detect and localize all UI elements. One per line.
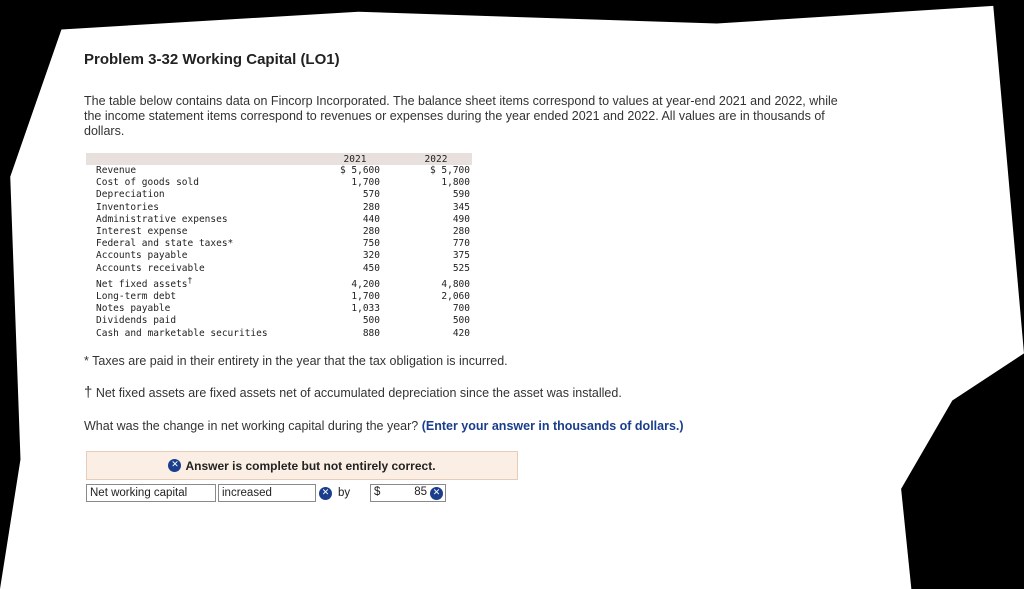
row-label — [86, 275, 324, 291]
row-label-text: Revenue — [96, 165, 137, 177]
value-2021: 450 — [362, 262, 380, 274]
amount-input[interactable] — [370, 484, 446, 502]
table-row — [86, 238, 472, 250]
header-label — [86, 153, 324, 165]
table-row — [86, 214, 472, 226]
amount-value: 85 — [414, 486, 427, 498]
value-2021: 1,033 — [351, 303, 380, 315]
value-2021: 750 — [362, 238, 380, 250]
table-row — [86, 291, 472, 303]
value-2021: 880 — [362, 327, 380, 339]
row-label-text: Notes payable — [96, 303, 171, 315]
value-2021: 500 — [362, 315, 380, 327]
row-label — [86, 189, 324, 201]
by-label: by — [338, 487, 351, 499]
row-label-text: Accounts payable — [96, 250, 188, 262]
question — [84, 419, 684, 433]
value-2021: 1,700 — [351, 177, 380, 189]
row-label-text: Federal and state taxes* — [96, 238, 234, 250]
value-2021: 440 — [362, 213, 380, 225]
table-row — [86, 303, 472, 315]
row-label-text: Inventories — [96, 201, 159, 213]
table-row — [86, 250, 472, 262]
x-circle-icon: ✕ — [319, 487, 332, 500]
x-circle-icon: ✕ — [168, 459, 181, 472]
value-2022: 420 — [452, 327, 470, 339]
answer-status-banner — [86, 451, 518, 480]
row-label — [86, 214, 324, 226]
row-label — [86, 327, 324, 339]
answer-status-text: Answer is complete but not entirely correct. — [185, 458, 436, 473]
row-label — [86, 250, 324, 262]
row-label-text: Interest expense — [96, 226, 188, 238]
table-row — [86, 327, 472, 339]
row-label — [86, 303, 324, 315]
table-row — [86, 315, 472, 327]
row-label-text: Long-term debt — [96, 290, 177, 302]
value-2022: 2,060 — [441, 290, 470, 302]
row-label — [86, 291, 324, 303]
row-label — [86, 177, 324, 189]
value-2021: 280 — [362, 226, 380, 238]
question-instruction: (Enter your answer in thousands of dollars.) — [421, 419, 684, 433]
row-label-text: Cash and marketable securities — [96, 327, 268, 339]
value-2022: 345 — [452, 201, 470, 213]
footnote-text: Net fixed assets are fixed assets net of accumulated depreciation since the asset was installed. — [92, 386, 622, 400]
row-label — [86, 315, 324, 327]
row-label-text: Administrative expenses — [96, 213, 228, 225]
answer-row — [86, 484, 446, 502]
net-working-capital-label: Net working capital — [86, 484, 216, 502]
value-2022: $ 5,700 — [429, 165, 470, 177]
row-label — [86, 226, 324, 238]
header-2022: 2022 — [380, 153, 472, 165]
footnote-net-fixed-assets — [84, 384, 622, 401]
direction-select[interactable] — [218, 484, 330, 502]
value-2022: 700 — [452, 303, 470, 315]
value-2022: 525 — [452, 262, 470, 274]
problem-title: Problem 3-32 Working Capital (LO1) — [84, 51, 340, 68]
table-row — [86, 189, 472, 201]
row-label-text: Depreciation — [96, 189, 165, 201]
financial-data-table — [86, 153, 472, 340]
value-2022: 1,800 — [441, 177, 470, 189]
table-body — [86, 165, 472, 340]
footnote-taxes: * Taxes are paid in their entirety in the year that the tax obligation is incurred. — [84, 354, 508, 368]
row-label — [86, 238, 324, 250]
table-row — [86, 275, 472, 291]
row-label-text: Dividends paid — [96, 315, 177, 327]
dagger-symbol: † — [187, 275, 193, 285]
row-label — [86, 165, 324, 177]
value-2022: 770 — [452, 238, 470, 250]
table-row — [86, 177, 472, 189]
table-row — [86, 263, 472, 275]
row-label-text: Cost of goods sold — [96, 177, 199, 189]
problem-intro: The table below contains data on Fincorp Incorporated. The balance sheet items correspond to values at year-end 2021 and 2022, while the income statement items correspond to revenues or expenses during the year ended 2021 and 2022. All values are in thousands of dollars. — [84, 94, 838, 138]
question-text: What was the change in net working capital during the year? — [84, 419, 422, 433]
table-row — [86, 226, 472, 238]
value-2022: 375 — [452, 250, 470, 262]
value-2022: 490 — [452, 213, 470, 225]
table-row — [86, 202, 472, 214]
x-circle-icon: ✕ — [430, 487, 443, 500]
value-2021: 320 — [362, 250, 380, 262]
value-2022: 4,800 — [441, 278, 470, 290]
value-2022: 280 — [452, 226, 470, 238]
value-2021: $ 5,600 — [339, 165, 380, 177]
header-2021: 2021 — [324, 153, 380, 165]
dagger-symbol: † — [84, 384, 93, 401]
row-label-text: Net fixed assets — [96, 278, 188, 290]
table-row — [86, 165, 472, 177]
value-2021: 570 — [362, 189, 380, 201]
direction-value: increased — [222, 487, 272, 499]
value-2021: 1,700 — [351, 290, 380, 302]
row-label-text: Accounts receivable — [96, 262, 205, 274]
currency-symbol: $ — [374, 486, 381, 498]
row-label — [86, 263, 324, 275]
value-2022: 500 — [452, 315, 470, 327]
value-2022: 590 — [452, 189, 470, 201]
row-label — [86, 202, 324, 214]
table-header-row — [86, 153, 472, 165]
value-2021: 280 — [362, 201, 380, 213]
value-2021: 4,200 — [351, 278, 380, 290]
